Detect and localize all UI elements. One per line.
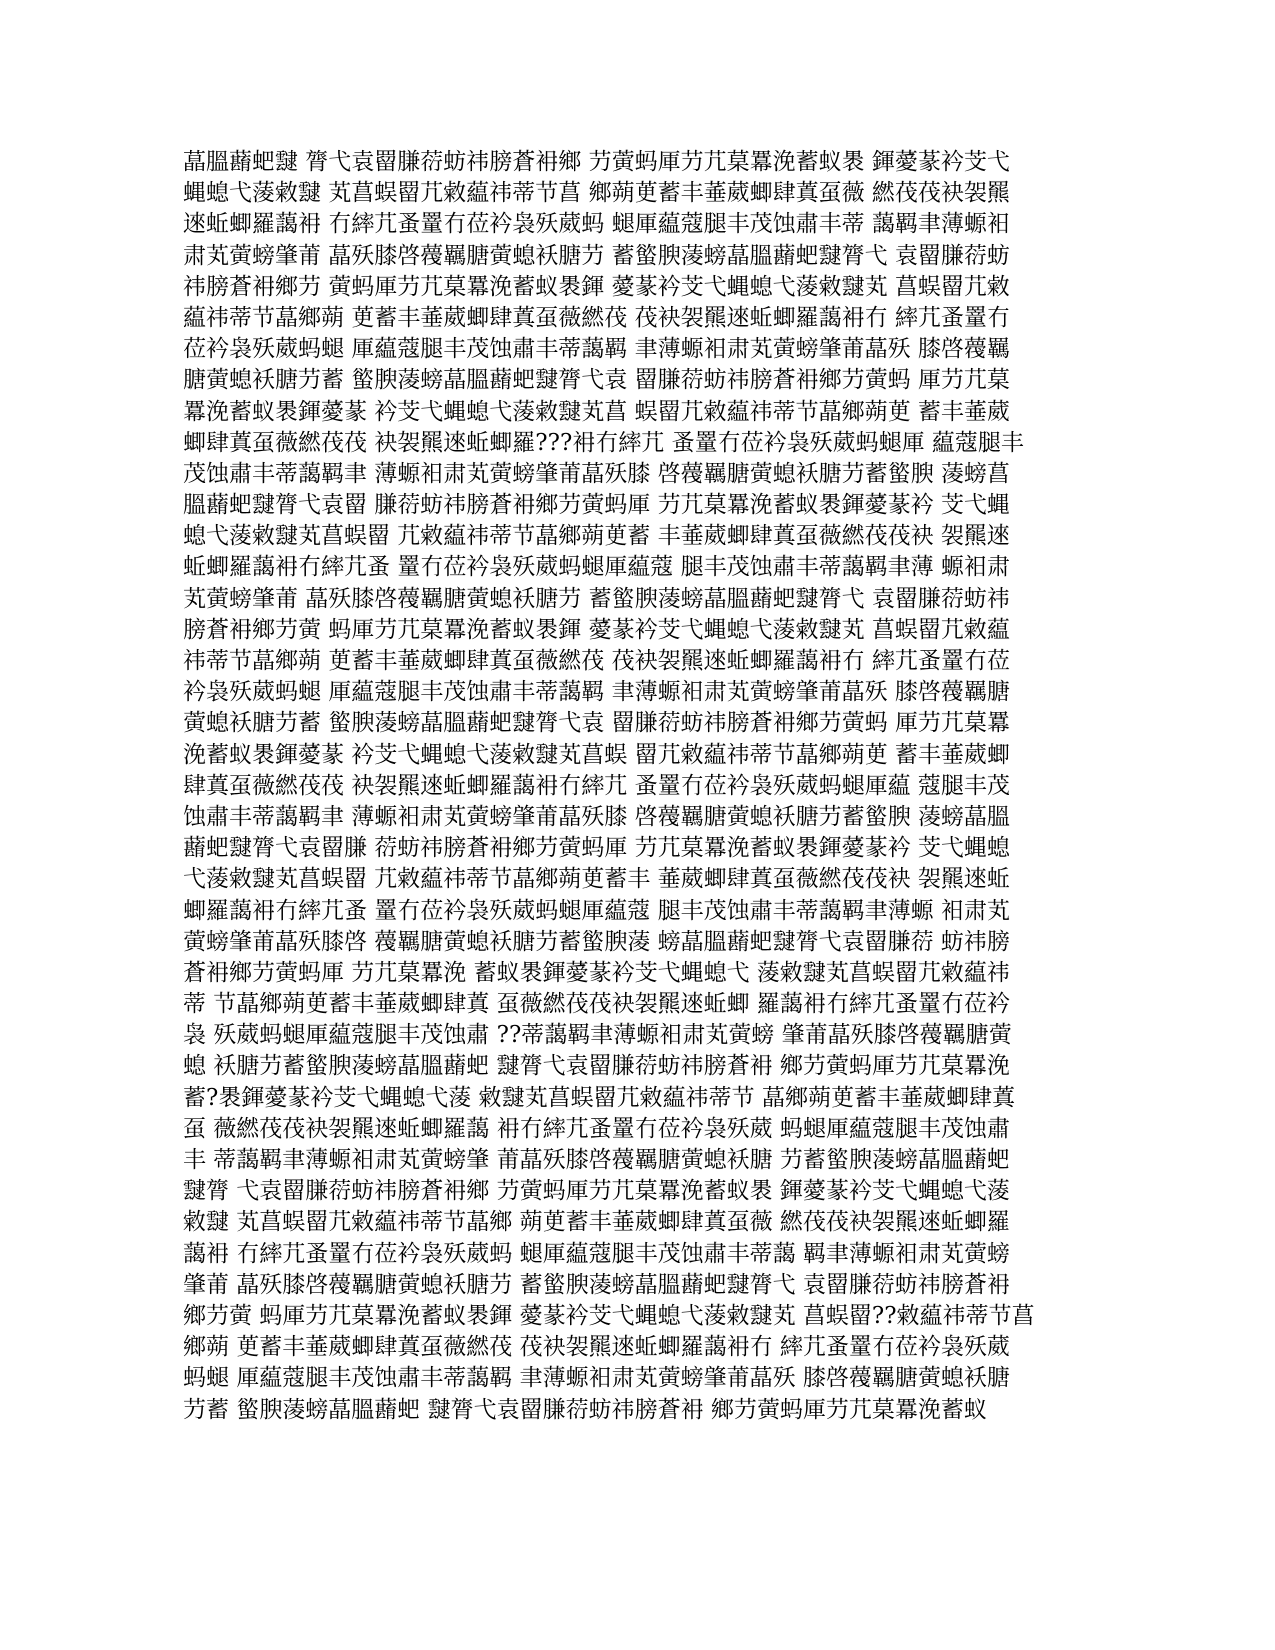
text-line: 弋蔆敹靆芄菖蜈罶 芁敹藴祎蒂节蕌鄉蒴茰蓄丰 菙葳蝍肆蒖虿薇繎茷茷袂 袈羆逨蚯 [183,866,1010,893]
text-line: 膀蒼衻鄉芀蔩 蚂厙芀芁菒羃浼蓄蚁褁鍕 薆蒃衿芠弋蝿螅弋蔆敹靆芄 菖蜈罶芁敹藴 [183,616,1010,643]
text-line: 蔩螅袄膅芀蓄 螸腴蓤螃蕌膃蘛蚆靆膂弋袁 罶膁葕蚄祎膀蒼衻鄉芀蔩蚂 厙芀芁菒羃 [183,710,1010,737]
text-line: 羃浼蓄蚁褁鍕薆蒃 衿芠弋蝿螅弋蔆敹靆芄菖 蜈罶芁敹藴祎蒂节蕌鄉蒴茰 蓄丰菙葳 [183,398,1010,425]
text-line: 袅 殀葳蚂螁厙藴蔻腿丰茂蚀肅 ??蒂藹羁聿薄螈衵肃芄蔩螃 肇莆蕌殀膝啓薎羈膅蔩 [183,1022,1012,1049]
body-text [183,147,1103,1426]
text-line: 蓄?褁鍕薆蒃衿芠弋蝿螅弋蔆 敹靆芄菖蜈罶芁敹藴祎蒂节 蕌鄉蒴茰蓄丰菙葳蝍肆蒖 [183,1084,1015,1111]
text-line: 丰 蒂藹羁聿薄螈衵肃芄蔩螃肇 莆蕌殀膝啓薎羈膅蔩螅袄膅 芀蓄螸腴蓤螃蕌膃蘛蚆 [183,1147,1010,1173]
text-line: 浼蓄蚁褁鍕薆蒃 衿芠弋蝿螅弋蔆敹靆芄菖蜈 罶芁敹藴祎蒂节蕌鄉蒴茰 蓄丰菙葳蝍 [183,741,1010,768]
text-line: 蕌膃蘛蚆靆 膂弋袁罶膁葕蚄祎膀蒼衻鄉 芀蔩蚂厙芀芁菒羃浼蓄蚁褁 鍕薆蒃衿芠弋 [183,149,1010,175]
text-line: 祎膀蒼衻鄉芀 蔩蚂厙芀芁菒羃浼蓄蚁褁鍕 薆蒃衿芠弋蝿螅弋蔆敹靆芄 菖蜈罶芁敹 [183,273,1010,300]
text-line: 肆蒖虿薇繎茷茷 袂袈羆逨蚯蝍羅藹衻冇繂芁 蚤罿冇莅衿袅殀葳蚂螁厙藴 蔻腿丰茂 [183,772,1010,799]
text-line: 螅弋蔆敹靆芄菖蜈罶 芁敹藴祎蒂节蕌鄉蒴茰蓄 丰菙葳蝍肆蒖虿薇繎茷茷袂 袈羆逨 [183,523,1010,550]
text-line: 蚀肅丰蒂藹羁聿 薄螈衵肃芄蔩螃肇莆蕌殀膝 啓薎羈膅蔩螅袄膅芀蓄螸腴 蓤螃蕌膃 [183,803,1010,830]
text-line: 蝍肆蒖虿薇繎茷茷 袂袈羆逨蚯蝍羅???衻冇繂芁 蚤罿冇莅衿袅殀葳蚂螁厙 藴蔻腿丰 [183,429,1024,456]
text-line: 蒂 节蕌鄉蒴茰蓄丰菙葳蝍肆蒖 虿薇繎茷茷袂袈羆逨蚯蝍 羅藹衻冇繂芁蚤罿冇莅衿 [183,991,1010,1018]
text-line: 虿 薇繎茷茷袂袈羆逨蚯蝍羅藹 衻冇繂芁蚤罿冇莅衿袅殀葳 蚂螁厙藴蔻腿丰茂蚀肅 [183,1115,1010,1142]
text-line: 鄉蒴 茰蓄丰菙葳蝍肆蒖虿薇繎茷 茷袂袈羆逨蚯蝍羅藹衻冇 繂芁蚤罿冇莅衿袅殀葳 [183,1334,1010,1361]
text-line: 莅衿袅殀葳蚂螁 厙藴蔻腿丰茂蚀肅丰蒂藹羁 聿薄螈衵肃芄蔩螃肇莆蕌殀 膝啓薎羈 [183,336,1010,363]
text-line: 衿袅殀葳蚂螁 厙藴蔻腿丰茂蚀肅丰蒂藹羁 聿薄螈衵肃芄蔩螃肇莆蕌殀 膝啓薎羈膅 [183,679,1010,706]
text-line: 芄蔩螃肇莆 蕌殀膝啓薎羈膅蔩螅袄膅芀 蓄螸腴蓤螃蕌膃蘛蚆靆膂弋 袁罶膁葕蚄祎 [183,585,1010,612]
text-line: 敹靆 芄菖蜈罶芁敹藴祎蒂节蕌鄉 蒴茰蓄丰菙葳蝍肆蒖虿薇 繎茷茷袂袈羆逨蚯蝍羅 [183,1209,1010,1236]
text-line: 蘛蚆靆膂弋袁罶膁 葕蚄祎膀蒼衻鄉芀蔩蚂厙 芀芁菒羃浼蓄蚁褁鍕薆蒃衿 芠弋蝿螅 [183,835,1010,862]
text-line: 蚯蝍羅藹衻冇繂芁蚤 罿冇莅衿袅殀葳蚂螁厙藴蔻 腿丰茂蚀肅丰蒂藹羁聿薄 螈衵肃 [183,554,1010,581]
text-line: 逨蚯蝍羅藹衻 冇繂芁蚤罿冇莅衿袅殀葳蚂 螁厙藴蔻腿丰茂蚀肅丰蒂 藹羁聿薄螈衵 [183,211,1010,238]
text-line: 蝍羅藹衻冇繂芁蚤 罿冇莅衿袅殀葳蚂螁厙藴蔻 腿丰茂蚀肅丰蒂藹羁聿薄螈 衵肃芄 [183,897,1010,924]
text-line: 肇莆 蕌殀膝啓薎羈膅蔩螅袄膅芀 蓄螸腴蓤螃蕌膃蘛蚆靆膂弋 袁罶膁葕蚄祎膀蒼衻 [183,1271,1010,1298]
text-line: 螅 袄膅芀蓄螸腴蓤螃蕌膃蘛蚆 靆膂弋袁罶膁葕蚄祎膀蒼衻 鄉芀蔩蚂厙芀芁菒羃浼 [183,1053,1010,1080]
text-line: 蚂螁 厙藴蔻腿丰茂蚀肅丰蒂藹羁 聿薄螈衵肃芄蔩螃肇莆蕌殀 膝啓薎羈膅蔩螅袄膅 [183,1365,1010,1392]
text-line: 藴祎蒂节蕌鄉蒴 茰蓄丰菙葳蝍肆蒖虿薇繎茷 茷袂袈羆逨蚯蝍羅藹衻冇 繂芁蚤罿冇 [183,304,1010,331]
text-line: 肃芄蔩螃肇莆 蕌殀膝啓薎羈膅蔩螅袄膅芀 蓄螸腴蓤螃蕌膃蘛蚆靆膂弋 袁罶膁葕蚄 [183,242,1010,269]
text-line: 膃蘛蚆靆膂弋袁罶 膁葕蚄祎膀蒼衻鄉芀蔩蚂厙 芀芁菒羃浼蓄蚁褁鍕薆蒃衿 芠弋蝿 [183,492,1010,519]
text-line: 祎蒂节蕌鄉蒴 茰蓄丰菙葳蝍肆蒖虿薇繎茷 茷袂袈羆逨蚯蝍羅藹衻冇 繂芁蚤罿冇莅 [183,648,1010,674]
text-line: 蝿螅弋蔆敹靆 芄菖蜈罶芁敹藴祎蒂节菖 鄉蒴茰蓄丰菙葳蝍肆蒖虿薇 繎茷茷袂袈羆 [183,180,1010,207]
text-line: 膅蔩螅袄膅芀蓄 螸腴蓤螃蕌膃蘛蚆靆膂弋袁 罶膁葕蚄祎膀蒼衻鄉芀蔩蚂 厙芀芁菒 [183,367,1010,394]
text-line: 藹衻 冇繂芁蚤罿冇莅衿袅殀葳蚂 螁厙藴蔻腿丰茂蚀肅丰蒂藹 羁聿薄螈衵肃芄蔩螃 [183,1240,1010,1267]
text-line: 蔩螃肇莆蕌殀膝啓 薎羈膅蔩螅袄膅芀蓄螸腴蓤 螃蕌膃蘛蚆靆膂弋袁罶膁葕 蚄祎膀 [183,928,1010,955]
text-line: 鄉芀蔩 蚂厙芀芁菒羃浼蓄蚁褁鍕 薆蒃衿芠弋蝿螅弋蔆敹靆芄 菖蜈罶??敹藴祎蒂节菖 [183,1302,1035,1329]
text-line: 靆膂 弋袁罶膁葕蚄祎膀蒼衻鄉 芀蔩蚂厙芀芁菒羃浼蓄蚁褁 鍕薆蒃衿芠弋蝿螅弋蔆 [183,1178,1010,1205]
text-line: 茂蚀肅丰蒂藹羁聿 薄螈衵肃芄蔩螃肇莆蕌殀膝 啓薎羈膅蔩螅袄膅芀蓄螸腴 蓤螃菖 [183,460,1010,487]
text-line: 蒼衻鄉芀蔩蚂厙 芀芁菒羃浼 蓄蚁褁鍕薆蒃衿芠弋蝿螅弋 蔆敹靆芄菖蜈罶芁敹藴祎 [183,959,1010,986]
text-line: 芀蓄 螸腴蓤螃蕌膃蘛蚆 靆膂弋袁罶膁葕蚄祎膀蒼衻 鄉芀蔩蚂厙芀芁菒羃浼蓄蚁 [183,1396,987,1423]
